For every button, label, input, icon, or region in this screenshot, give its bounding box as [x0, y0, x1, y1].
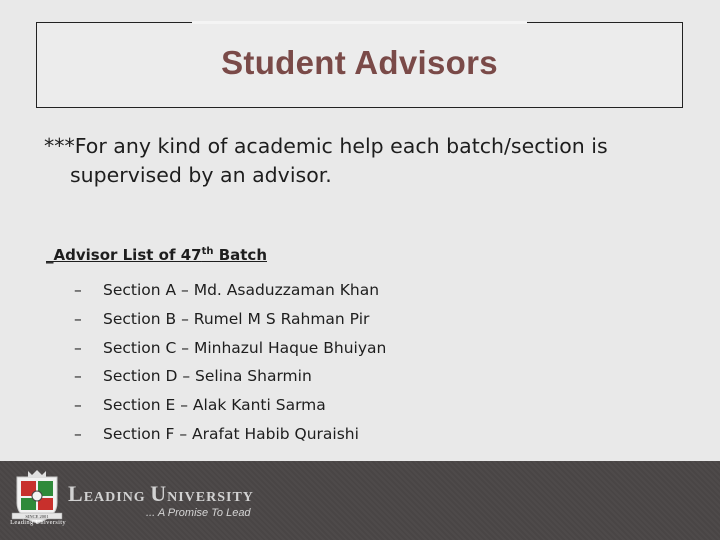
list-item — [74, 276, 386, 305]
advisor-entry: Section C – Minhazul Haque Bhuiyan — [103, 338, 387, 357]
advisor-entry: Section B – Rumel M S Rahman Pir — [103, 309, 370, 328]
university-name: LEADING UNIVERSITY — [68, 481, 254, 506]
list-heading-suffix: Batch — [213, 246, 268, 264]
title-box — [36, 22, 683, 108]
intro-line-2: supervised by an advisor. — [70, 163, 332, 187]
advisor-entry: Section A – Md. Asaduzzaman Khan — [103, 281, 380, 299]
list-bullet: – — [74, 309, 82, 328]
list-item — [74, 362, 386, 391]
advisor-list — [74, 276, 386, 449]
advisor-list-heading — [46, 246, 267, 264]
list-heading-superscript: th — [201, 246, 214, 257]
advisor-entry: Section E – Alak Kanti Sarma — [103, 396, 326, 415]
slide-title: Student Advisors — [221, 44, 498, 81]
crest-caption: Leading University — [10, 519, 66, 526]
footer-bar — [0, 461, 720, 540]
svg-text:SINCE 2001: SINCE 2001 — [25, 514, 49, 519]
list-bullet: – — [74, 396, 82, 415]
intro-text — [44, 132, 694, 190]
list-item — [74, 391, 386, 420]
list-item — [74, 420, 386, 449]
list-bullet: – — [74, 424, 82, 443]
intro-line-1: ***For any kind of academic help each batch/section is — [44, 134, 608, 158]
advisor-entry: Section D – Selina Sharmin — [103, 367, 312, 386]
university-tagline: ... A Promise To Lead — [146, 507, 251, 519]
list-bullet: – — [74, 281, 82, 299]
list-item — [74, 334, 386, 363]
list-item — [74, 305, 386, 334]
list-bullet: – — [74, 338, 82, 357]
advisor-entry: Section F – Arafat Habib Quraishi — [103, 424, 359, 443]
list-bullet: – — [74, 367, 82, 386]
list-heading-prefix: _Advisor List of 47 — [46, 246, 202, 264]
